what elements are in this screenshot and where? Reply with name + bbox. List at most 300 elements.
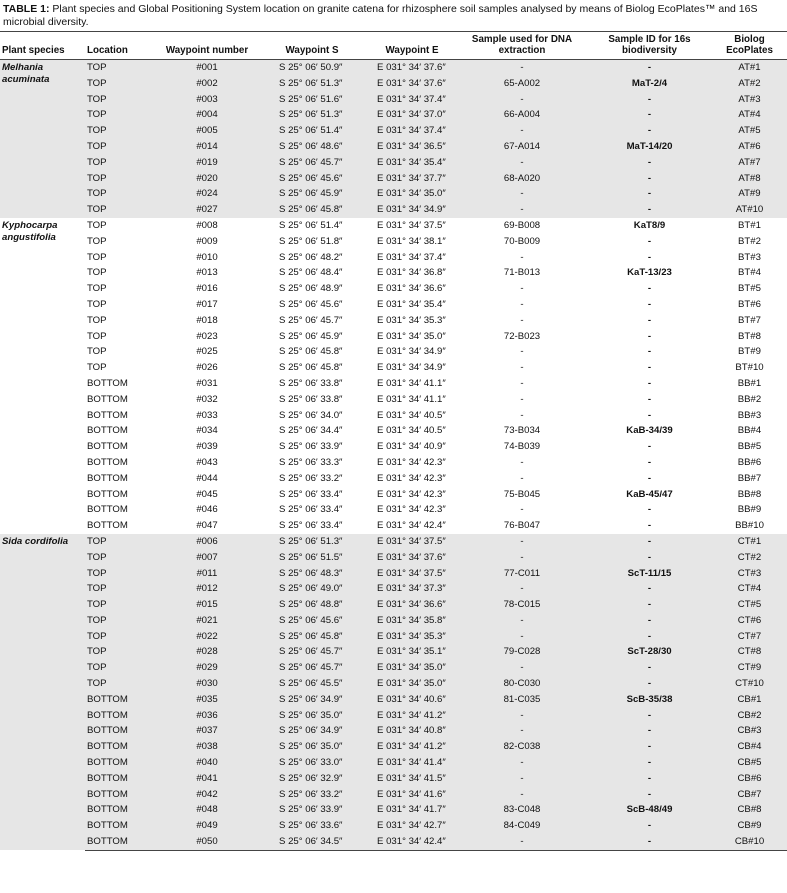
biolog-plate-cell: BT#5: [738, 283, 761, 295]
dna-sample-cell: -: [457, 186, 587, 202]
sample-id-cell: -: [587, 155, 712, 171]
waypoint-e-cell: E 031° 34′ 34.9″: [377, 346, 446, 358]
table-row: [0, 123, 787, 139]
sample-id-cell: -: [587, 186, 712, 202]
biolog-plate-cell: CB#10: [712, 834, 787, 850]
sample-id-cell: -: [647, 520, 652, 532]
biolog-plate-cell: CT#5: [712, 597, 787, 613]
waypoint-e-cell: E 031° 34′ 37.6″: [367, 76, 457, 92]
location-cell: BOTTOM: [87, 441, 128, 453]
waypoint-number-cell: #049: [157, 818, 257, 834]
table-body: [0, 60, 787, 851]
header-row: [0, 32, 787, 60]
table-row: [0, 692, 787, 708]
location-cell: BOTTOM: [85, 834, 157, 850]
sample-id-cell: -: [587, 171, 712, 187]
biolog-plate-cell: BB#3: [737, 409, 762, 421]
location-cell: BOTTOM: [85, 771, 157, 787]
biolog-plate-cell: AT#7: [712, 155, 787, 171]
header-waypoint-number: Waypoint number: [157, 32, 257, 60]
sample-id-cell: MaT-2/4: [587, 76, 712, 92]
sample-id-cell: -: [587, 708, 712, 724]
dna-sample-cell: -: [457, 723, 587, 739]
header-waypoint-s: Waypoint S: [257, 32, 367, 60]
waypoint-s-cell: S 25° 06′ 45.6″: [257, 613, 367, 629]
table-row: [0, 755, 787, 771]
location-cell: BOTTOM: [87, 393, 128, 405]
waypoint-s-cell: S 25° 06′ 33.9″: [279, 441, 343, 453]
table-row: [0, 60, 787, 76]
biolog-plate-cell: BT#7: [738, 314, 761, 326]
biolog-plate-cell: BT#3: [738, 251, 761, 263]
waypoint-number-cell: #008: [196, 219, 218, 231]
table-row: [0, 518, 787, 534]
waypoint-e-cell: E 031° 34′ 35.4″: [377, 298, 446, 310]
dna-sample-cell: 81-C035: [457, 692, 587, 708]
table-row: [0, 550, 787, 566]
table-row: [0, 360, 787, 376]
sample-id-cell: -: [647, 235, 652, 247]
waypoint-s-cell: S 25° 06′ 34.0″: [279, 409, 343, 421]
waypoint-s-cell: S 25° 06′ 33.4″: [279, 520, 343, 532]
dna-sample-cell: 72-B023: [503, 330, 541, 342]
waypoint-s-cell: S 25° 06′ 33.3″: [279, 456, 343, 468]
biolog-plate-cell: CT#3: [712, 566, 787, 582]
waypoint-e-cell: E 031° 34′ 40.8″: [367, 723, 457, 739]
location-cell: TOP: [85, 92, 157, 108]
waypoint-number-cell: #012: [157, 581, 257, 597]
table-row: [0, 265, 787, 281]
biolog-plate-cell: BB#5: [737, 441, 762, 453]
location-cell: TOP: [85, 186, 157, 202]
waypoint-s-cell: S 25° 06′ 33.6″: [257, 818, 367, 834]
table-row: [0, 139, 787, 155]
caption-label: TABLE 1:: [3, 3, 50, 15]
table-row: [0, 281, 787, 297]
sample-id-cell: -: [587, 660, 712, 676]
waypoint-e-cell: E 031° 34′ 42.4″: [377, 520, 446, 532]
waypoint-e-cell: E 031° 34′ 35.1″: [367, 644, 457, 660]
location-cell: TOP: [87, 251, 107, 263]
location-cell: BOTTOM: [87, 377, 128, 389]
sample-id-cell: -: [587, 818, 712, 834]
location-cell: TOP: [85, 644, 157, 660]
table-row: [0, 297, 787, 313]
dna-sample-cell: -: [457, 708, 587, 724]
table-row: [0, 423, 787, 439]
dna-sample-cell: -: [457, 155, 587, 171]
waypoint-e-cell: E 031° 34′ 35.3″: [367, 629, 457, 645]
header-location: Location: [85, 32, 157, 60]
table-row: [0, 471, 787, 487]
location-cell: BOTTOM: [87, 409, 128, 421]
dna-sample-cell: -: [520, 393, 524, 405]
waypoint-s-cell: S 25° 06′ 45.7″: [279, 314, 343, 326]
sample-id-cell: -: [587, 755, 712, 771]
waypoint-number-cell: #043: [196, 456, 218, 468]
waypoint-e-cell: E 031° 34′ 37.0″: [367, 107, 457, 123]
waypoint-number-cell: #009: [196, 235, 218, 247]
waypoint-number-cell: #046: [196, 504, 218, 516]
biolog-plate-cell: BT#8: [738, 330, 761, 342]
table-row: [0, 644, 787, 660]
waypoint-s-cell: S 25° 06′ 45.5″: [257, 676, 367, 692]
dna-sample-cell: -: [457, 123, 587, 139]
location-cell: TOP: [85, 550, 157, 566]
waypoint-e-cell: E 031° 34′ 42.3″: [377, 456, 446, 468]
waypoint-s-cell: S 25° 06′ 33.8″: [279, 393, 343, 405]
dna-sample-cell: -: [520, 251, 524, 263]
table-caption: [0, 0, 787, 31]
location-cell: TOP: [87, 235, 107, 247]
waypoint-number-cell: #003: [157, 92, 257, 108]
table-row: [0, 392, 787, 408]
dna-sample-cell: 65-A002: [457, 76, 587, 92]
waypoint-number-cell: #030: [157, 676, 257, 692]
header-waypoint-e: Waypoint E: [367, 32, 457, 60]
biolog-plate-cell: CB#3: [712, 723, 787, 739]
table-row: [0, 723, 787, 739]
table-row: [0, 502, 787, 518]
waypoint-s-cell: S 25° 06′ 34.9″: [257, 692, 367, 708]
table-row: [0, 834, 787, 850]
location-cell: BOTTOM: [87, 504, 128, 516]
dna-sample-cell: -: [520, 472, 524, 484]
waypoint-number-cell: #016: [196, 283, 218, 295]
location-cell: BOTTOM: [85, 818, 157, 834]
location-cell: TOP: [85, 155, 157, 171]
waypoint-e-cell: E 031° 34′ 37.4″: [367, 92, 457, 108]
sample-id-cell: -: [587, 613, 712, 629]
sample-id-cell: MaT-14/20: [587, 139, 712, 155]
sample-id-cell: -: [587, 676, 712, 692]
waypoint-e-cell: E 031° 34′ 36.5″: [367, 139, 457, 155]
waypoint-e-cell: E 031° 34′ 37.5″: [367, 534, 457, 550]
waypoint-number-cell: #032: [196, 393, 218, 405]
table-row: [0, 739, 787, 755]
biolog-plate-cell: BB#2: [737, 393, 762, 405]
sample-id-cell: ScB-35/38: [587, 692, 712, 708]
sample-id-cell: -: [647, 314, 652, 326]
waypoint-e-cell: E 031° 34′ 41.1″: [377, 393, 446, 405]
waypoint-e-cell: E 031° 34′ 34.9″: [377, 362, 446, 374]
location-cell: BOTTOM: [87, 488, 128, 500]
sample-id-cell: KaT-13/23: [627, 267, 672, 279]
location-cell: TOP: [85, 107, 157, 123]
waypoint-s-cell: S 25° 06′ 33.9″: [257, 802, 367, 818]
waypoint-number-cell: #028: [157, 644, 257, 660]
biolog-plate-cell: BT#4: [738, 267, 761, 279]
waypoint-s-cell: S 25° 06′ 48.2″: [279, 251, 343, 263]
waypoint-s-cell: S 25° 06′ 45.9″: [279, 330, 343, 342]
waypoint-s-cell: S 25° 06′ 45.7″: [257, 644, 367, 660]
sample-id-cell: ScB-48/49: [587, 802, 712, 818]
waypoint-e-cell: E 031° 34′ 37.4″: [367, 123, 457, 139]
waypoint-e-cell: E 031° 34′ 42.4″: [367, 834, 457, 850]
waypoint-s-cell: S 25° 06′ 45.7″: [257, 660, 367, 676]
biolog-plate-cell: CB#7: [712, 787, 787, 803]
table-row: [0, 597, 787, 613]
header-dna-sample: Sample used for DNA extraction: [457, 32, 587, 60]
table-row: [0, 408, 787, 424]
dna-sample-cell: 78-C015: [457, 597, 587, 613]
plant-species-cell: Melhania acuminata: [0, 60, 85, 218]
waypoint-e-cell: E 031° 34′ 41.4″: [367, 755, 457, 771]
sample-id-cell: -: [587, 534, 712, 550]
waypoint-s-cell: S 25° 06′ 34.5″: [257, 834, 367, 850]
location-cell: TOP: [85, 566, 157, 582]
waypoint-number-cell: #007: [157, 550, 257, 566]
biolog-plate-cell: BB#1: [737, 377, 762, 389]
data-table: [0, 31, 787, 851]
location-cell: TOP: [85, 76, 157, 92]
waypoint-e-cell: E 031° 34′ 41.6″: [367, 787, 457, 803]
location-cell: TOP: [85, 629, 157, 645]
waypoint-s-cell: S 25° 06′ 51.3″: [257, 76, 367, 92]
biolog-plate-cell: BB#4: [737, 425, 762, 437]
location-cell: TOP: [85, 171, 157, 187]
biolog-plate-cell: CT#2: [712, 550, 787, 566]
waypoint-number-cell: #037: [157, 723, 257, 739]
biolog-plate-cell: CT#9: [712, 660, 787, 676]
sample-id-cell: -: [647, 441, 652, 453]
waypoint-s-cell: S 25° 06′ 48.6″: [257, 139, 367, 155]
biolog-plate-cell: CB#4: [712, 739, 787, 755]
waypoint-number-cell: #020: [157, 171, 257, 187]
dna-sample-cell: -: [520, 377, 524, 389]
waypoint-s-cell: S 25° 06′ 51.3″: [257, 534, 367, 550]
waypoint-number-cell: #001: [157, 60, 257, 76]
waypoint-s-cell: S 25° 06′ 45.6″: [279, 298, 343, 310]
waypoint-number-cell: #033: [196, 409, 218, 421]
dna-sample-cell: -: [457, 660, 587, 676]
location-cell: BOTTOM: [87, 456, 128, 468]
sample-id-cell: -: [587, 739, 712, 755]
dna-sample-cell: 80-C030: [457, 676, 587, 692]
waypoint-e-cell: E 031° 34′ 37.6″: [367, 550, 457, 566]
biolog-plate-cell: BB#8: [737, 488, 762, 500]
dna-sample-cell: -: [520, 504, 524, 516]
table-row: [0, 186, 787, 202]
table-row: [0, 76, 787, 92]
sample-id-cell: -: [647, 409, 652, 421]
sample-id-cell: -: [587, 723, 712, 739]
waypoint-number-cell: #025: [196, 346, 218, 358]
waypoint-e-cell: E 031° 34′ 40.5″: [377, 409, 446, 421]
biolog-plate-cell: CB#9: [712, 818, 787, 834]
waypoint-s-cell: S 25° 06′ 48.3″: [257, 566, 367, 582]
sample-id-cell: KaB-34/39: [626, 425, 673, 437]
dna-sample-cell: -: [457, 755, 587, 771]
sample-id-cell: -: [647, 504, 652, 516]
dna-sample-cell: -: [457, 834, 587, 850]
sample-id-cell: KaT8/9: [633, 219, 666, 231]
waypoint-s-cell: S 25° 06′ 49.0″: [257, 581, 367, 597]
dna-sample-cell: -: [520, 456, 524, 468]
waypoint-s-cell: S 25° 06′ 45.9″: [257, 186, 367, 202]
dna-sample-cell: -: [457, 60, 587, 76]
waypoint-s-cell: S 25° 06′ 48.9″: [279, 283, 343, 295]
sample-id-cell: -: [647, 346, 652, 358]
biolog-plate-cell: CT#8: [712, 644, 787, 660]
sample-id-cell: -: [587, 834, 712, 850]
waypoint-number-cell: #047: [196, 520, 218, 532]
sample-id-cell: -: [587, 550, 712, 566]
waypoint-s-cell: S 25° 06′ 51.4″: [279, 219, 343, 231]
waypoint-number-cell: #018: [196, 314, 218, 326]
biolog-plate-cell: AT#3: [712, 92, 787, 108]
waypoint-number-cell: #034: [196, 425, 218, 437]
waypoint-e-cell: E 031° 34′ 42.7″: [367, 818, 457, 834]
table-row: [0, 771, 787, 787]
sample-id-cell: -: [647, 283, 652, 295]
dna-sample-cell: 70-B009: [503, 235, 541, 247]
table-row: [0, 218, 787, 234]
waypoint-number-cell: #045: [196, 488, 218, 500]
sample-id-cell: -: [587, 787, 712, 803]
waypoint-e-cell: E 031° 34′ 37.6″: [367, 60, 457, 76]
waypoint-e-cell: E 031° 34′ 35.0″: [377, 330, 446, 342]
waypoint-number-cell: #013: [196, 267, 218, 279]
biolog-plate-cell: BT#6: [738, 298, 761, 310]
waypoint-s-cell: S 25° 06′ 34.9″: [257, 723, 367, 739]
biolog-plate-cell: CT#10: [712, 676, 787, 692]
table-row: [0, 107, 787, 123]
table-row: [0, 344, 787, 360]
waypoint-e-cell: E 031° 34′ 36.8″: [377, 267, 446, 279]
waypoint-number-cell: #019: [157, 155, 257, 171]
waypoint-e-cell: E 031° 34′ 40.5″: [377, 425, 446, 437]
dna-sample-cell: 77-C011: [457, 566, 587, 582]
table-row: [0, 787, 787, 803]
location-cell: BOTTOM: [87, 425, 128, 437]
waypoint-number-cell: #010: [196, 251, 218, 263]
biolog-plate-cell: CB#5: [712, 755, 787, 771]
table-row: [0, 234, 787, 250]
biolog-plate-cell: AT#5: [712, 123, 787, 139]
table-row: [0, 708, 787, 724]
dna-sample-cell: 69-B008: [503, 219, 541, 231]
table-row: [0, 329, 787, 345]
table-row: [0, 802, 787, 818]
waypoint-s-cell: S 25° 06′ 45.8″: [279, 346, 343, 358]
waypoint-s-cell: S 25° 06′ 33.0″: [257, 755, 367, 771]
waypoint-e-cell: E 031° 34′ 42.3″: [377, 488, 446, 500]
header-plant-species: Plant species: [0, 32, 85, 60]
location-cell: BOTTOM: [85, 739, 157, 755]
sample-id-cell: ScT-28/30: [587, 644, 712, 660]
biolog-plate-cell: AT#2: [712, 76, 787, 92]
table-row: [0, 313, 787, 329]
location-cell: BOTTOM: [87, 520, 128, 532]
table-row: [0, 171, 787, 187]
table-row: [0, 818, 787, 834]
waypoint-e-cell: E 031° 34′ 37.5″: [367, 566, 457, 582]
dna-sample-cell: -: [457, 613, 587, 629]
biolog-plate-cell: CT#4: [712, 581, 787, 597]
biolog-plate-cell: BB#6: [737, 456, 762, 468]
plant-species-cell: Sida cordifolia: [0, 534, 85, 850]
waypoint-number-cell: #029: [157, 660, 257, 676]
waypoint-s-cell: S 25° 06′ 33.8″: [279, 377, 343, 389]
biolog-plate-cell: AT#1: [712, 60, 787, 76]
dna-sample-cell: -: [457, 771, 587, 787]
location-cell: TOP: [85, 581, 157, 597]
sample-id-cell: -: [647, 456, 652, 468]
waypoint-s-cell: S 25° 06′ 33.4″: [279, 504, 343, 516]
waypoint-e-cell: E 031° 34′ 38.1″: [377, 235, 446, 247]
dna-sample-cell: 74-B039: [503, 441, 541, 453]
table-row: [0, 660, 787, 676]
waypoint-s-cell: S 25° 06′ 51.8″: [279, 235, 343, 247]
dna-sample-cell: 71-B013: [503, 267, 541, 279]
dna-sample-cell: -: [520, 362, 524, 374]
dna-sample-cell: -: [520, 298, 524, 310]
biolog-plate-cell: BB#9: [737, 504, 762, 516]
table-row: [0, 155, 787, 171]
location-cell: BOTTOM: [85, 802, 157, 818]
waypoint-number-cell: #017: [196, 298, 218, 310]
waypoint-s-cell: S 25° 06′ 51.3″: [257, 107, 367, 123]
location-cell: BOTTOM: [85, 723, 157, 739]
table-row: [0, 629, 787, 645]
dna-sample-cell: -: [457, 550, 587, 566]
waypoint-s-cell: S 25° 06′ 51.6″: [257, 92, 367, 108]
biolog-plate-cell: AT#6: [712, 139, 787, 155]
location-cell: TOP: [85, 597, 157, 613]
table-row: [0, 376, 787, 392]
header-biolog: Biolog EcoPlates: [712, 32, 787, 60]
table-row: [0, 92, 787, 108]
waypoint-s-cell: S 25° 06′ 45.8″: [257, 629, 367, 645]
waypoint-number-cell: #042: [157, 787, 257, 803]
waypoint-s-cell: S 25° 06′ 33.2″: [257, 787, 367, 803]
waypoint-e-cell: E 031° 34′ 37.3″: [367, 581, 457, 597]
waypoint-s-cell: S 25° 06′ 51.5″: [257, 550, 367, 566]
waypoint-s-cell: S 25° 06′ 45.8″: [279, 362, 343, 374]
dna-sample-cell: -: [457, 581, 587, 597]
location-cell: TOP: [87, 283, 107, 295]
waypoint-number-cell: #038: [157, 739, 257, 755]
biolog-plate-cell: BB#10: [735, 520, 764, 532]
dna-sample-cell: -: [457, 92, 587, 108]
location-cell: BOTTOM: [85, 787, 157, 803]
waypoint-e-cell: E 031° 34′ 35.0″: [367, 676, 457, 692]
waypoint-number-cell: #011: [157, 566, 257, 582]
waypoint-e-cell: E 031° 34′ 42.3″: [377, 472, 446, 484]
dna-sample-cell: 68-A020: [457, 171, 587, 187]
waypoint-e-cell: E 031° 34′ 34.9″: [367, 202, 457, 218]
waypoint-number-cell: #040: [157, 755, 257, 771]
dna-sample-cell: 73-B034: [503, 425, 541, 437]
dna-sample-cell: -: [457, 629, 587, 645]
sample-id-cell: -: [587, 123, 712, 139]
location-cell: TOP: [85, 676, 157, 692]
biolog-plate-cell: BB#7: [737, 472, 762, 484]
location-cell: BOTTOM: [85, 692, 157, 708]
waypoint-number-cell: #015: [157, 597, 257, 613]
waypoint-e-cell: E 031° 34′ 41.7″: [367, 802, 457, 818]
biolog-plate-cell: BT#1: [738, 219, 761, 231]
waypoint-number-cell: #014: [157, 139, 257, 155]
waypoint-number-cell: #036: [157, 708, 257, 724]
dna-sample-cell: -: [457, 202, 587, 218]
waypoint-number-cell: #004: [157, 107, 257, 123]
biolog-plate-cell: BT#2: [738, 235, 761, 247]
biolog-plate-cell: BT#10: [735, 362, 764, 374]
location-cell: TOP: [85, 613, 157, 629]
dna-sample-cell: -: [520, 283, 524, 295]
